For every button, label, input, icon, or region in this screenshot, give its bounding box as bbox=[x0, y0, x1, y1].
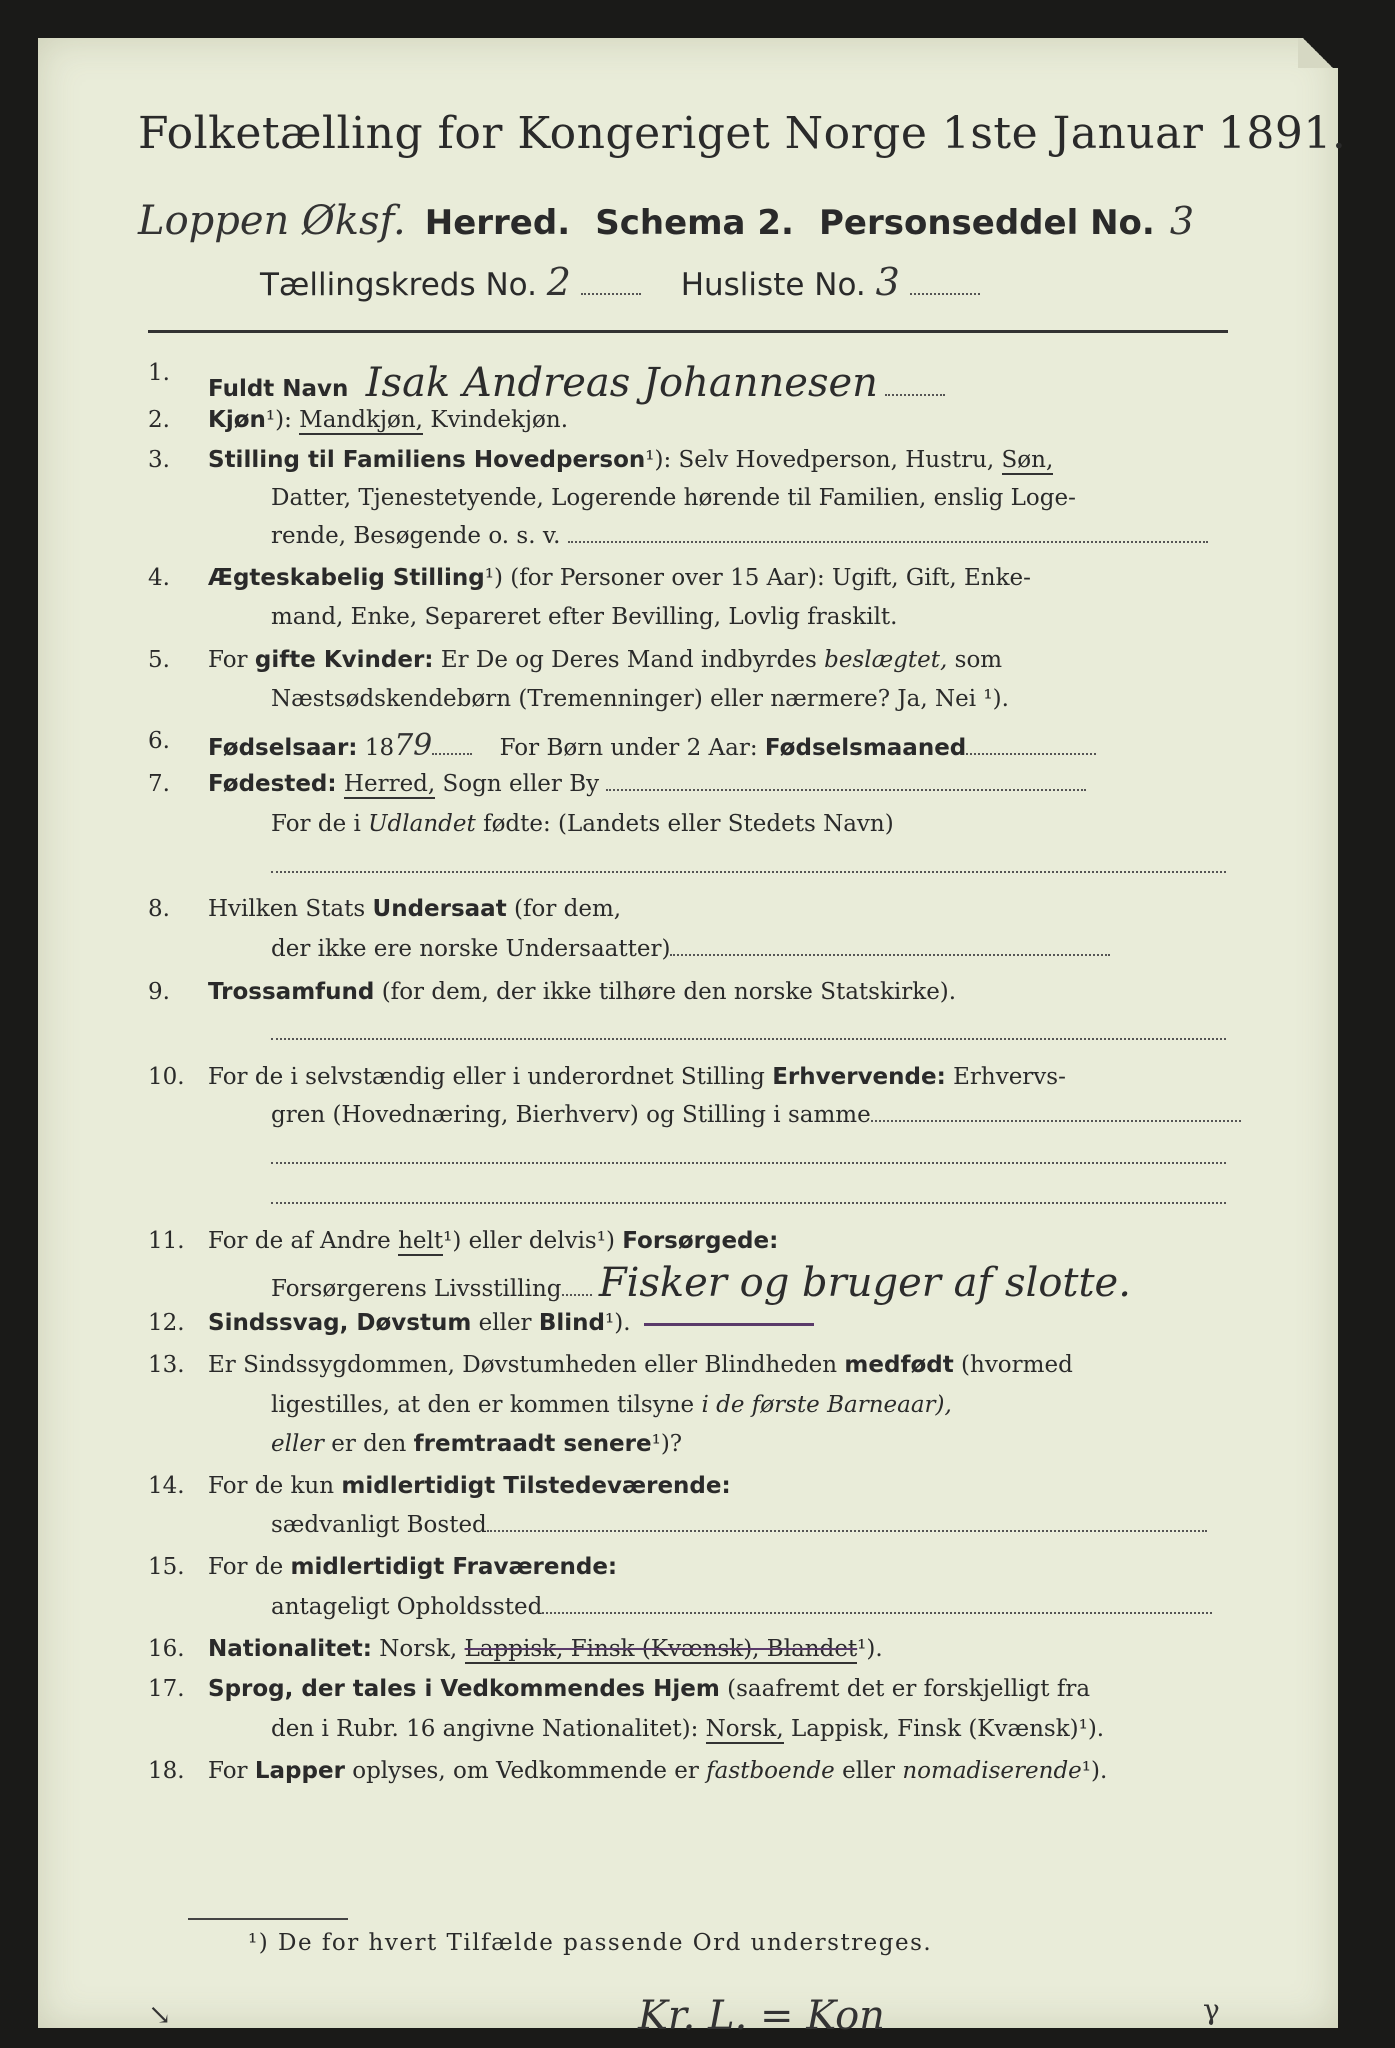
row-5-line-2-text: Næstsødskendebørn (Tremenninger) eller nærmere? Ja, Nei ¹). bbox=[271, 686, 1009, 712]
row-18-emphasis-2: nomadiserende bbox=[902, 1758, 1082, 1784]
header-rule bbox=[148, 330, 1228, 333]
signature: Kr. L. = Kon bbox=[638, 1993, 885, 2039]
row-4-line-2-text: mand, Enke, Separeret efter Bevilling, Lovlig fraskilt. bbox=[271, 604, 898, 630]
row-5-emphasis: beslægtet, bbox=[824, 647, 948, 673]
row-12-number: 12. bbox=[148, 1310, 185, 1336]
row-9-label: Trossamfund bbox=[208, 979, 375, 1005]
herred-value: Loppen Øksf. bbox=[138, 198, 406, 244]
row-4-label: Ægteskabelig Stilling bbox=[208, 565, 485, 591]
row-18-emphasis-1: fastboende bbox=[706, 1758, 835, 1784]
row-9-number: 9. bbox=[148, 979, 170, 1005]
row-5-label: gifte Kvinder: bbox=[254, 647, 434, 673]
row-17-option-norsk: Norsk, bbox=[705, 1716, 784, 1742]
row-11-number: 11. bbox=[148, 1228, 185, 1254]
row-2-label: Kjøn bbox=[208, 407, 266, 433]
row-5-number: 5. bbox=[148, 647, 170, 673]
row-18-number: 18. bbox=[148, 1758, 185, 1784]
row-16-text: Norsk, bbox=[379, 1636, 458, 1662]
row-8-number: 8. bbox=[148, 896, 170, 922]
row-12-strike-line bbox=[644, 1323, 814, 1326]
row-4-text: ¹) (for Personer over 15 Aar): Ugift, Gift, Enke- bbox=[484, 565, 1031, 591]
row-11-mid: ¹) eller delvis¹) bbox=[443, 1228, 615, 1254]
row-18-text-1: oplyses, om Vedkommende er bbox=[352, 1758, 699, 1784]
row-3-option-son: Søn, bbox=[1001, 447, 1054, 473]
census-form-sheet bbox=[38, 38, 1347, 2039]
row-8-label: Undersaat bbox=[372, 896, 507, 922]
kreds-value: 2 bbox=[546, 260, 571, 304]
row-8-line-2-text: der ikke ere norske Undersaatter) bbox=[271, 936, 671, 962]
corner-mark-right: γ bbox=[1203, 1993, 1220, 2026]
row-3-line-3-text: rende, Besøgende o. s. v. bbox=[271, 523, 561, 549]
row-14-label: midlertidigt Tilstedeværende: bbox=[341, 1473, 731, 1499]
row-13-line-3c: ¹)? bbox=[651, 1431, 683, 1457]
personseddel-label: Personseddel No. bbox=[819, 203, 1155, 243]
row-16-number: 16. bbox=[148, 1636, 185, 1662]
herred-line bbox=[138, 198, 1194, 244]
row-10-number: 10. bbox=[148, 1064, 185, 1090]
row-14-pre: For de kun bbox=[208, 1473, 335, 1499]
row-13-number: 13. bbox=[148, 1352, 185, 1378]
row-9-text: (for dem, der ikke tilhøre den norske Statskirke). bbox=[381, 979, 957, 1005]
row-7-text: Sogn eller By bbox=[442, 771, 600, 797]
form-title: Folketælling for Kongeriget Norge 1ste Januar 1891. bbox=[138, 108, 1347, 159]
row-6-label-2: Fødselsmaaned bbox=[764, 735, 967, 761]
row-13-line-2a: ligestilles, at den er kommen tilsyne bbox=[271, 1392, 695, 1418]
row-8-pre: Hvilken Stats bbox=[208, 896, 366, 922]
row-17-line-2b: Lappisk, Finsk (Kvænsk)¹). bbox=[790, 1716, 1105, 1742]
row-10-line-2-text: gren (Hovednæring, Bierhverv) og Stilling i samme bbox=[271, 1102, 871, 1128]
row-5-text-1: Er De og Deres Mand indbyrdes bbox=[440, 647, 817, 673]
row-11-answer: Fisker og bruger af slotte. bbox=[598, 1260, 1131, 1306]
row-1-answer: Isak Andreas Johannesen bbox=[365, 360, 878, 406]
row-15-number: 15. bbox=[148, 1554, 185, 1580]
row-18-end: ¹). bbox=[1081, 1758, 1108, 1784]
row-13-text: (hvormed bbox=[961, 1352, 1073, 1378]
row-13-label: medfødt bbox=[844, 1352, 954, 1378]
footnote-rule bbox=[188, 1918, 348, 1920]
schema-label: Schema 2. bbox=[595, 203, 794, 243]
row-3-label: Stilling til Familiens Hovedperson bbox=[208, 447, 646, 473]
row-14-number: 14. bbox=[148, 1473, 185, 1499]
row-11-line-2-text: Forsørgerens Livsstilling bbox=[271, 1276, 562, 1302]
row-1-label: Fuldt Navn bbox=[208, 376, 349, 402]
row-6-mid-text: For Børn under 2 Aar: bbox=[499, 735, 758, 761]
row-11-option-helt: helt bbox=[398, 1228, 444, 1254]
row-15-pre: For de bbox=[208, 1554, 284, 1580]
row-16-end: ¹). bbox=[857, 1636, 883, 1662]
husliste-label: Husliste No. bbox=[680, 267, 866, 303]
row-13-pre: Er Sindssygdommen, Døvstumheden eller Blindheden bbox=[208, 1352, 838, 1378]
row-7-line-2-emphasis: Udlandet bbox=[368, 811, 476, 837]
row-2-option-mandkjon: Mandkjøn, bbox=[299, 407, 423, 433]
row-16-option-struck: Lappisk, Finsk (Kvænsk), Blandet bbox=[464, 1636, 858, 1662]
row-13-line-2-emphasis: i de første Barneaar), bbox=[701, 1392, 952, 1418]
personseddel-value: 3 bbox=[1169, 199, 1195, 243]
kreds-line bbox=[260, 260, 980, 304]
row-5-text-2: som bbox=[954, 647, 1003, 673]
row-10-pre: For de i selvstændig eller i underordnet Stilling bbox=[208, 1064, 765, 1090]
row-7-line-2b: fødte: (Landets eller Stedets Navn) bbox=[483, 811, 894, 837]
row-18-pre: For bbox=[208, 1758, 248, 1784]
kreds-label: Tællingskreds No. bbox=[260, 267, 537, 303]
row-17-text: (saafremt det er forskjelligt fra bbox=[727, 1676, 1091, 1702]
row-14-line-2-text: sædvanligt Bosted bbox=[271, 1512, 487, 1538]
row-7-option-herred: Herred, bbox=[343, 771, 436, 797]
row-11-pre: For de af Andre bbox=[208, 1228, 391, 1254]
row-6-label: Fødselsaar: bbox=[208, 735, 358, 761]
row-6-year-prefix: 18 bbox=[364, 735, 395, 761]
row-10-text: Erhvervs- bbox=[953, 1064, 1066, 1090]
row-7-label: Fødested: bbox=[208, 771, 337, 797]
row-16-label: Nationalitet: bbox=[208, 1636, 372, 1662]
footnote: ¹) De for hvert Tilfælde passende Ord understreges. bbox=[248, 1930, 933, 1956]
row-18-label: Lapper bbox=[254, 1758, 345, 1784]
row-12-mid: eller bbox=[478, 1310, 532, 1336]
row-1-number: 1. bbox=[148, 360, 170, 386]
corner-mark-left: ↘ bbox=[148, 1998, 172, 2031]
row-12-end: ¹). bbox=[605, 1310, 631, 1336]
row-6-year-value: 79 bbox=[394, 728, 433, 763]
row-7-number: 7. bbox=[148, 771, 170, 797]
row-17-line-2a: den i Rubr. 16 angivne Nationalitet): bbox=[271, 1716, 699, 1742]
herred-label: Herred. bbox=[424, 203, 571, 243]
row-3-line-2-text: Datter, Tjenestetyende, Logerende hørende til Familien, enslig Loge- bbox=[271, 485, 1076, 511]
row-8-text: (for dem, bbox=[514, 896, 622, 922]
row-2-sup: ¹): bbox=[265, 407, 292, 433]
row-2-option-kvindekjon: Kvindekjøn. bbox=[430, 407, 569, 433]
row-10-label: Erhvervende: bbox=[772, 1064, 946, 1090]
row-12-label-2: Blind bbox=[538, 1310, 606, 1336]
row-2-number: 2. bbox=[148, 407, 170, 433]
row-12-label: Sindssvag, Døvstum bbox=[208, 1310, 472, 1336]
row-3-text: ¹): Selv Hovedperson, Hustru, bbox=[645, 447, 995, 473]
row-15-line-2-text: antageligt Opholdssted bbox=[271, 1594, 543, 1620]
row-13-line-3-emphasis: eller bbox=[271, 1431, 324, 1457]
row-7-line-2a: For de i bbox=[271, 811, 361, 837]
row-17-number: 17. bbox=[148, 1676, 185, 1702]
row-15-label: midlertidigt Fraværende: bbox=[290, 1554, 618, 1580]
husliste-value: 3 bbox=[875, 260, 900, 304]
row-6-number: 6. bbox=[148, 728, 170, 754]
row-13-line-3b: fremtraadt senere bbox=[413, 1431, 652, 1457]
row-11-label: Forsørgede: bbox=[622, 1228, 779, 1254]
row-17-label: Sprog, der tales i Vedkommendes Hjem bbox=[208, 1676, 720, 1702]
row-3-number: 3. bbox=[148, 447, 170, 473]
row-5-pre: For bbox=[208, 647, 248, 673]
row-18-text-2: eller bbox=[842, 1758, 896, 1784]
row-13-line-3a: er den bbox=[331, 1431, 407, 1457]
row-4-number: 4. bbox=[148, 565, 170, 591]
